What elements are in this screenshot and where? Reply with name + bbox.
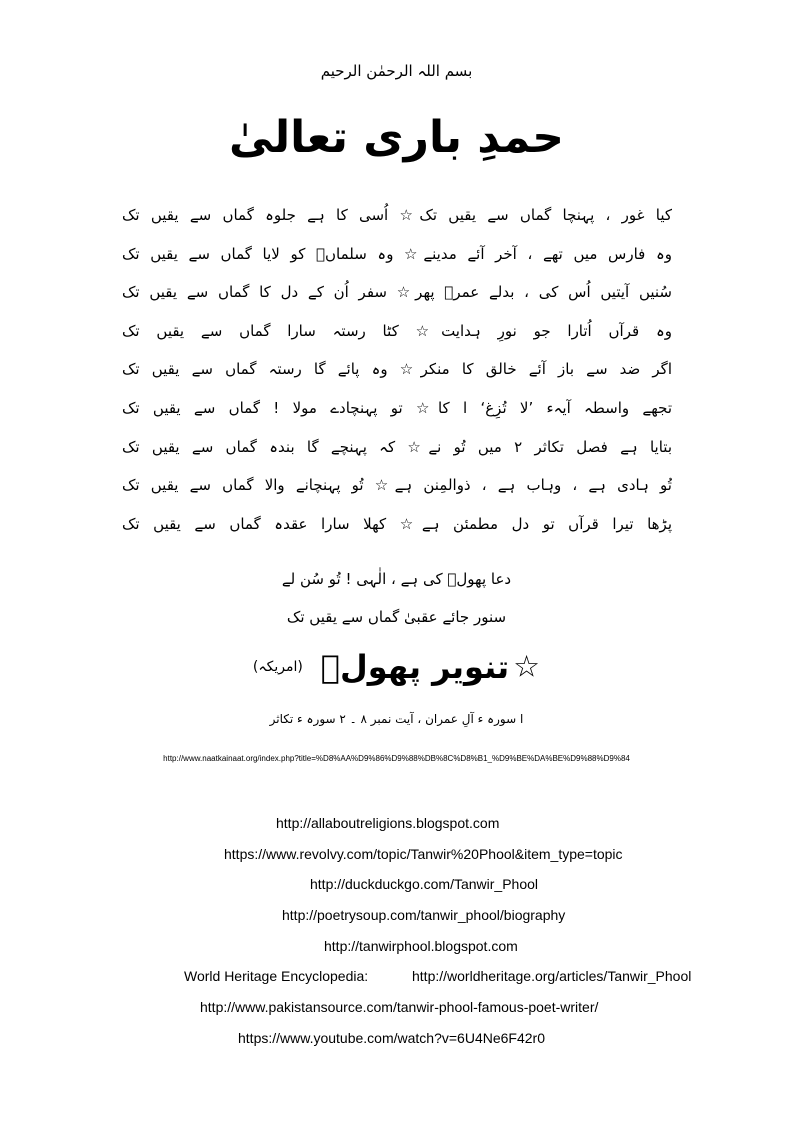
world-heritage-label: World Heritage Encyclopedia: (184, 968, 369, 985)
verse-line: تجھے واسطہ آیہء ’لا تُزِغ‘ ا کا☆ تو پہنچادے مولا ! گماں سے یقیں تک (122, 398, 672, 417)
link-tanwirphool-blog[interactable]: http://tanwirphool.blogspot.com (324, 937, 518, 954)
source-url-link[interactable] (0, 754, 793, 763)
bismillah-heading: بسم اللہ الرحمٰن الرحیم (320, 62, 473, 80)
link-youtube[interactable]: https://www.youtube.com/watch?v=6U4Ne6F42r0 (238, 1029, 545, 1046)
verse-line: بتایا ہے فصل تکاثر ۲ میں تُو نے☆ کہ پہنچے گا بندہ گماں سے یقیں تک (122, 437, 672, 456)
poet-signature (0, 648, 793, 686)
link-worldheritage[interactable]: http://worldheritage.org/articles/Tanwir_Phool (412, 968, 692, 985)
verse-line: وہ فارس میں تھے ، آخر آئے مدینے☆ وہ سلماںؓ کو لایا گماں سے یقیں تک (122, 244, 672, 263)
verse-line: پڑھا تیرا قرآں تو دل مطمئن ہے☆ کھلا سارا عقدہ گماں سے یقیں تک (122, 514, 672, 533)
link-revolvy[interactable]: https://www.revolvy.com/topic/Tanwir%20Phool&item_type=topic (224, 845, 623, 862)
verse-line: کیا غور ، پہنچا گماں سے یقیں تک☆ اُسی کا ہے جلوہ گماں سے یقیں تک (122, 206, 672, 224)
poet-name: تنویر پھولؔ (320, 648, 510, 686)
closing-line: دعا پھولؔ کی ہے ، الٰہی ! تُو سُن لے (281, 570, 512, 588)
footnote: ا سورہ ء آلِ عمران ، آیت نمبر ۸ ۔ ۲ سورہ ء تکاثر (269, 712, 524, 726)
link-duckduckgo[interactable]: http://duckduckgo.com/Tanwir_Phool (310, 876, 539, 893)
link-pakistansource[interactable]: http://www.pakistansource.com/tanwir-phool-famous-poet-writer/ (200, 999, 599, 1016)
page-title: حمدِ باری تعالیٰ (229, 112, 564, 163)
verse-line: تُو ہادی ہے ، وہاب ہے ، ذوالمِنن ہے☆ تُو پہنچانے والا گماں سے یقیں تک (122, 476, 672, 495)
reference-links (0, 808, 793, 1054)
source-url-text[interactable]: http://www.naatkainaat.org/index.php?title=%D8%AA%D9%86%D9%88%DB%8C%D8%B1_%D9%BE%DA%BE%D9%88%D9%84 (163, 754, 630, 763)
poem-verses (122, 196, 672, 543)
link-poetrysoup[interactable]: http://poetrysoup.com/tanwir_phool/biography (282, 907, 566, 924)
verse-line: اگر ضد سے باز آئے خالق کا منکر☆ وہ پائے گا رستہ گماں سے یقیں تک (122, 360, 672, 379)
star-icon: ☆ (513, 649, 541, 685)
closing-line: سنور جائے عقبیٰ گماں سے یقیں تک (286, 608, 507, 626)
verse-line: سُنیں آیتیں اُس کی ، بدلے عمرؓ پھر☆ سفر اُن کے دل کا گماں سے یقیں تک (122, 283, 672, 302)
closing-couplet (0, 560, 793, 636)
poet-country: (امریکہ) (252, 659, 303, 675)
verse-line: وہ قرآں اُتارا جو نورِ ہدایت☆ کٹا رستہ سارا گماں سے یقیں تک (122, 321, 672, 340)
link-allaboutreligions[interactable]: http://allaboutreligions.blogspot.com (276, 815, 500, 831)
